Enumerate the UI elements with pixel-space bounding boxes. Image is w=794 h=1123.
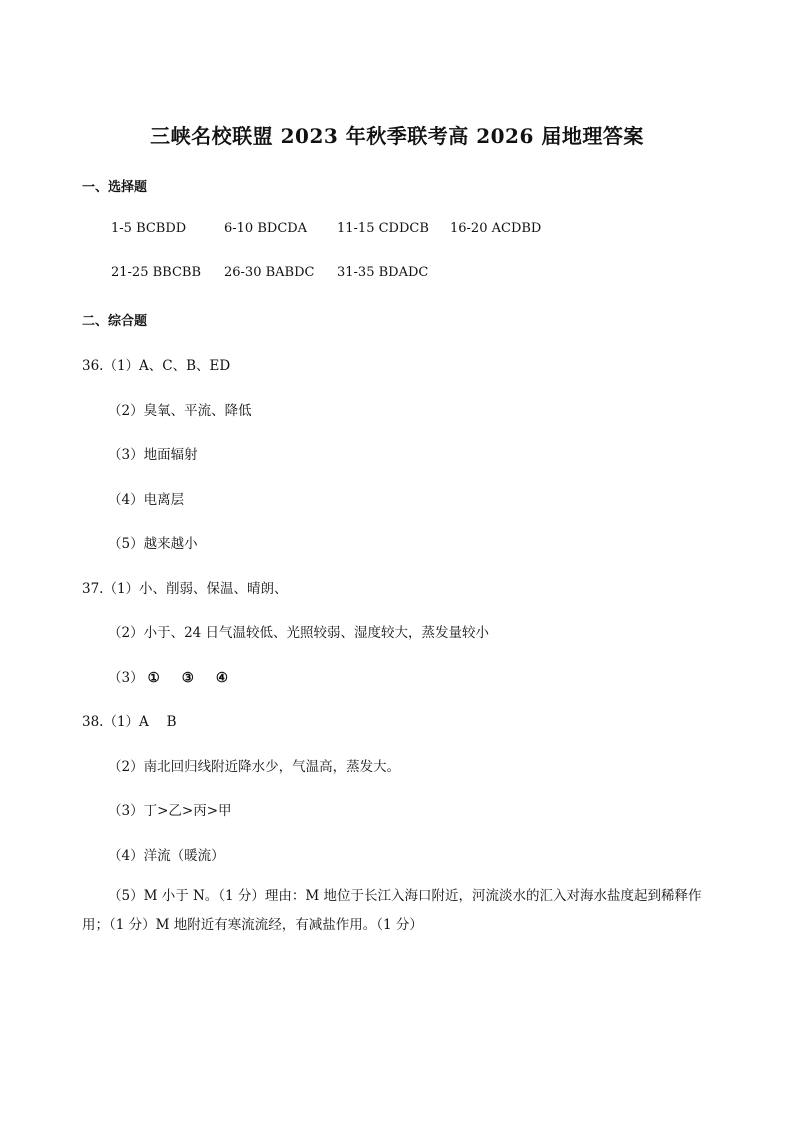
q36-answer-2: （2）臭氧、平流、降低	[108, 403, 252, 419]
section-heading-multiple-choice: 一、选择题	[82, 180, 148, 195]
q36-answer-1: 36.（1）A、C、B、ED	[82, 358, 231, 374]
mc-answer-group: 31-35 BDADC	[337, 265, 429, 280]
q38-answer-3: （3）丁>乙>丙>甲	[108, 803, 232, 819]
q37-answer-3	[108, 666, 250, 686]
mc-answer-group: 26-30 BABDC	[224, 265, 315, 280]
q37-answer-2: （2）小于、24 日气温较低、光照较弱、湿度较大，蒸发量较小	[108, 625, 490, 641]
q36-answer-5: （5）越来越小	[108, 536, 198, 552]
section-heading-comprehensive: 二、综合题	[82, 314, 148, 329]
circled-number-3: ③	[181, 670, 194, 686]
q37-answer-1: 37.（1）小、削弱、保温、晴朗、	[82, 581, 288, 597]
q36-answer-3: （3）地面辐射	[108, 447, 198, 463]
mc-answer-group: 21-25 BBCBB	[111, 265, 202, 280]
q38-answer-1: 38.（1）A B	[82, 714, 177, 730]
mc-answer-group: 16-20 ACDBD	[450, 221, 542, 236]
mc-answer-group: 6-10 BDCDA	[224, 221, 308, 236]
q38-answer-4: （4）洋流（暖流）	[108, 848, 225, 864]
q38-answer-2: （2）南北回归线附近降水少，气温高，蒸发大。	[108, 759, 401, 775]
mc-answer-group: 11-15 CDDCB	[337, 221, 429, 236]
mc-answer-row-1	[111, 221, 563, 236]
mc-answer-group: 1-5 BCBDD	[111, 221, 187, 236]
q36-answer-4: （4）电离层	[108, 492, 185, 508]
circled-number-1: ①	[147, 670, 160, 686]
q37-answer-3-label: （3）	[108, 670, 144, 686]
circled-number-4: ④	[215, 670, 228, 686]
page-title: 三峡名校联盟 2023 年秋季联考高 2026 届地理答案	[150, 124, 644, 148]
q38-answer-5: （5）M 小于 N。（1 分）理由：M 地位于长江入海口附近，河流淡水的汇入对海水盐度起到稀释作用；（1 分）M 地附近有寒流流经，有减盐作用。（1 分）	[82, 888, 702, 933]
mc-answer-row-2	[111, 265, 450, 280]
